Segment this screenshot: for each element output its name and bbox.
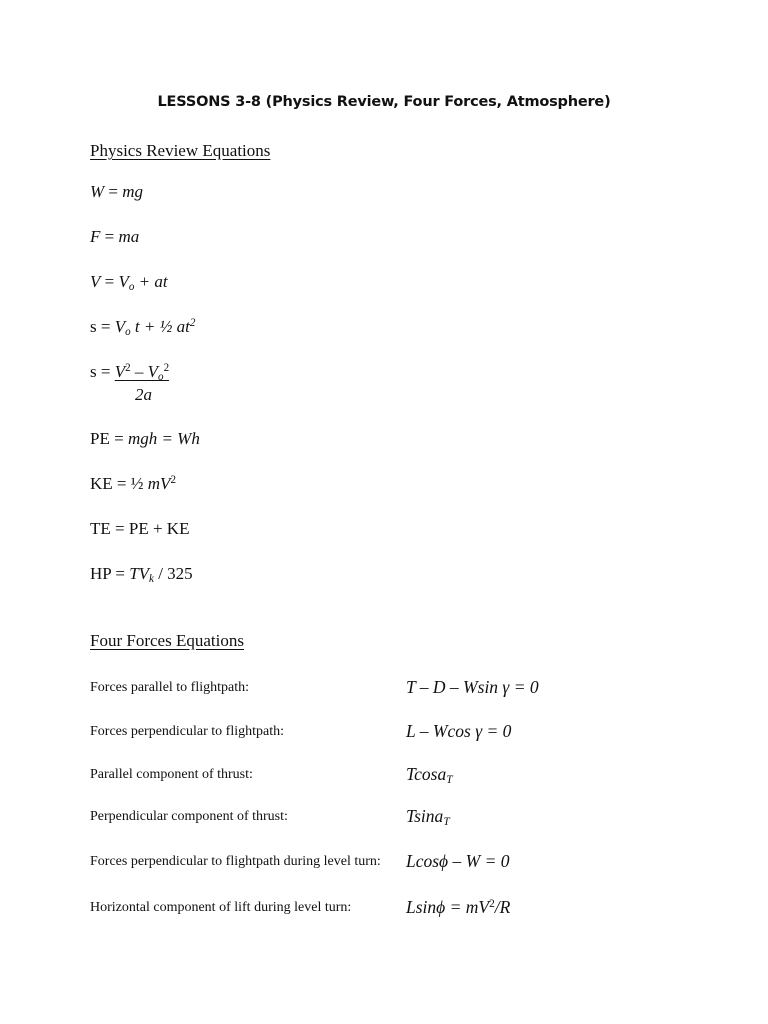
physics-review-heading: Physics Review Equations (90, 141, 271, 160)
forces-equation: $Lsin\phi = mV^2/R$ (406, 897, 511, 917)
equation-weight: W = mg (90, 182, 144, 201)
forces-label: Forces perpendicular to flightpath: (90, 724, 284, 739)
equation-displacement-fraction: $s = V^2 - V_o^2$ (90, 361, 170, 383)
equation-velocity: $V = V_o$ + at (90, 272, 168, 293)
forces-label: Perpendicular component of thrust: (90, 809, 288, 824)
forces-label: Forces parallel to flightpath: (90, 680, 250, 695)
forces-equation: Lcosϕ – W = 0 (406, 851, 510, 871)
page-title: LESSONS 3-8 (Physics Review, Four Forces, Atmosphere) (157, 94, 611, 110)
forces-equation: Tcosa$_T$ (406, 764, 453, 786)
forces-label: Horizontal component of lift during level turn: (90, 900, 352, 915)
equation-horsepower: HP = $TV_k / 325$ (90, 564, 193, 585)
equation-potential-energy: PE = mgh = Wh (90, 429, 200, 448)
equation-kinetic-energy: KE = ½ $mV^2$ (90, 473, 176, 493)
equation-displacement: $s = V_o$ t + ½ $at^2$ (90, 316, 196, 338)
forces-equation: L – Wcos γ = 0 (406, 721, 512, 741)
equation-force: F = ma (90, 227, 140, 246)
fraction-denominator: 2a (135, 385, 152, 404)
forces-label: Forces perpendicular to flightpath during level turn: (90, 854, 381, 869)
four-forces-heading: Four Forces Equations (90, 631, 244, 650)
equation-total-energy: TE = PE + KE (90, 519, 190, 538)
forces-equation: Tsina$_T$ (406, 806, 450, 828)
forces-label: Parallel component of thrust: (90, 767, 253, 782)
forces-equation: T – D – Wsin γ = 0 (406, 677, 539, 697)
